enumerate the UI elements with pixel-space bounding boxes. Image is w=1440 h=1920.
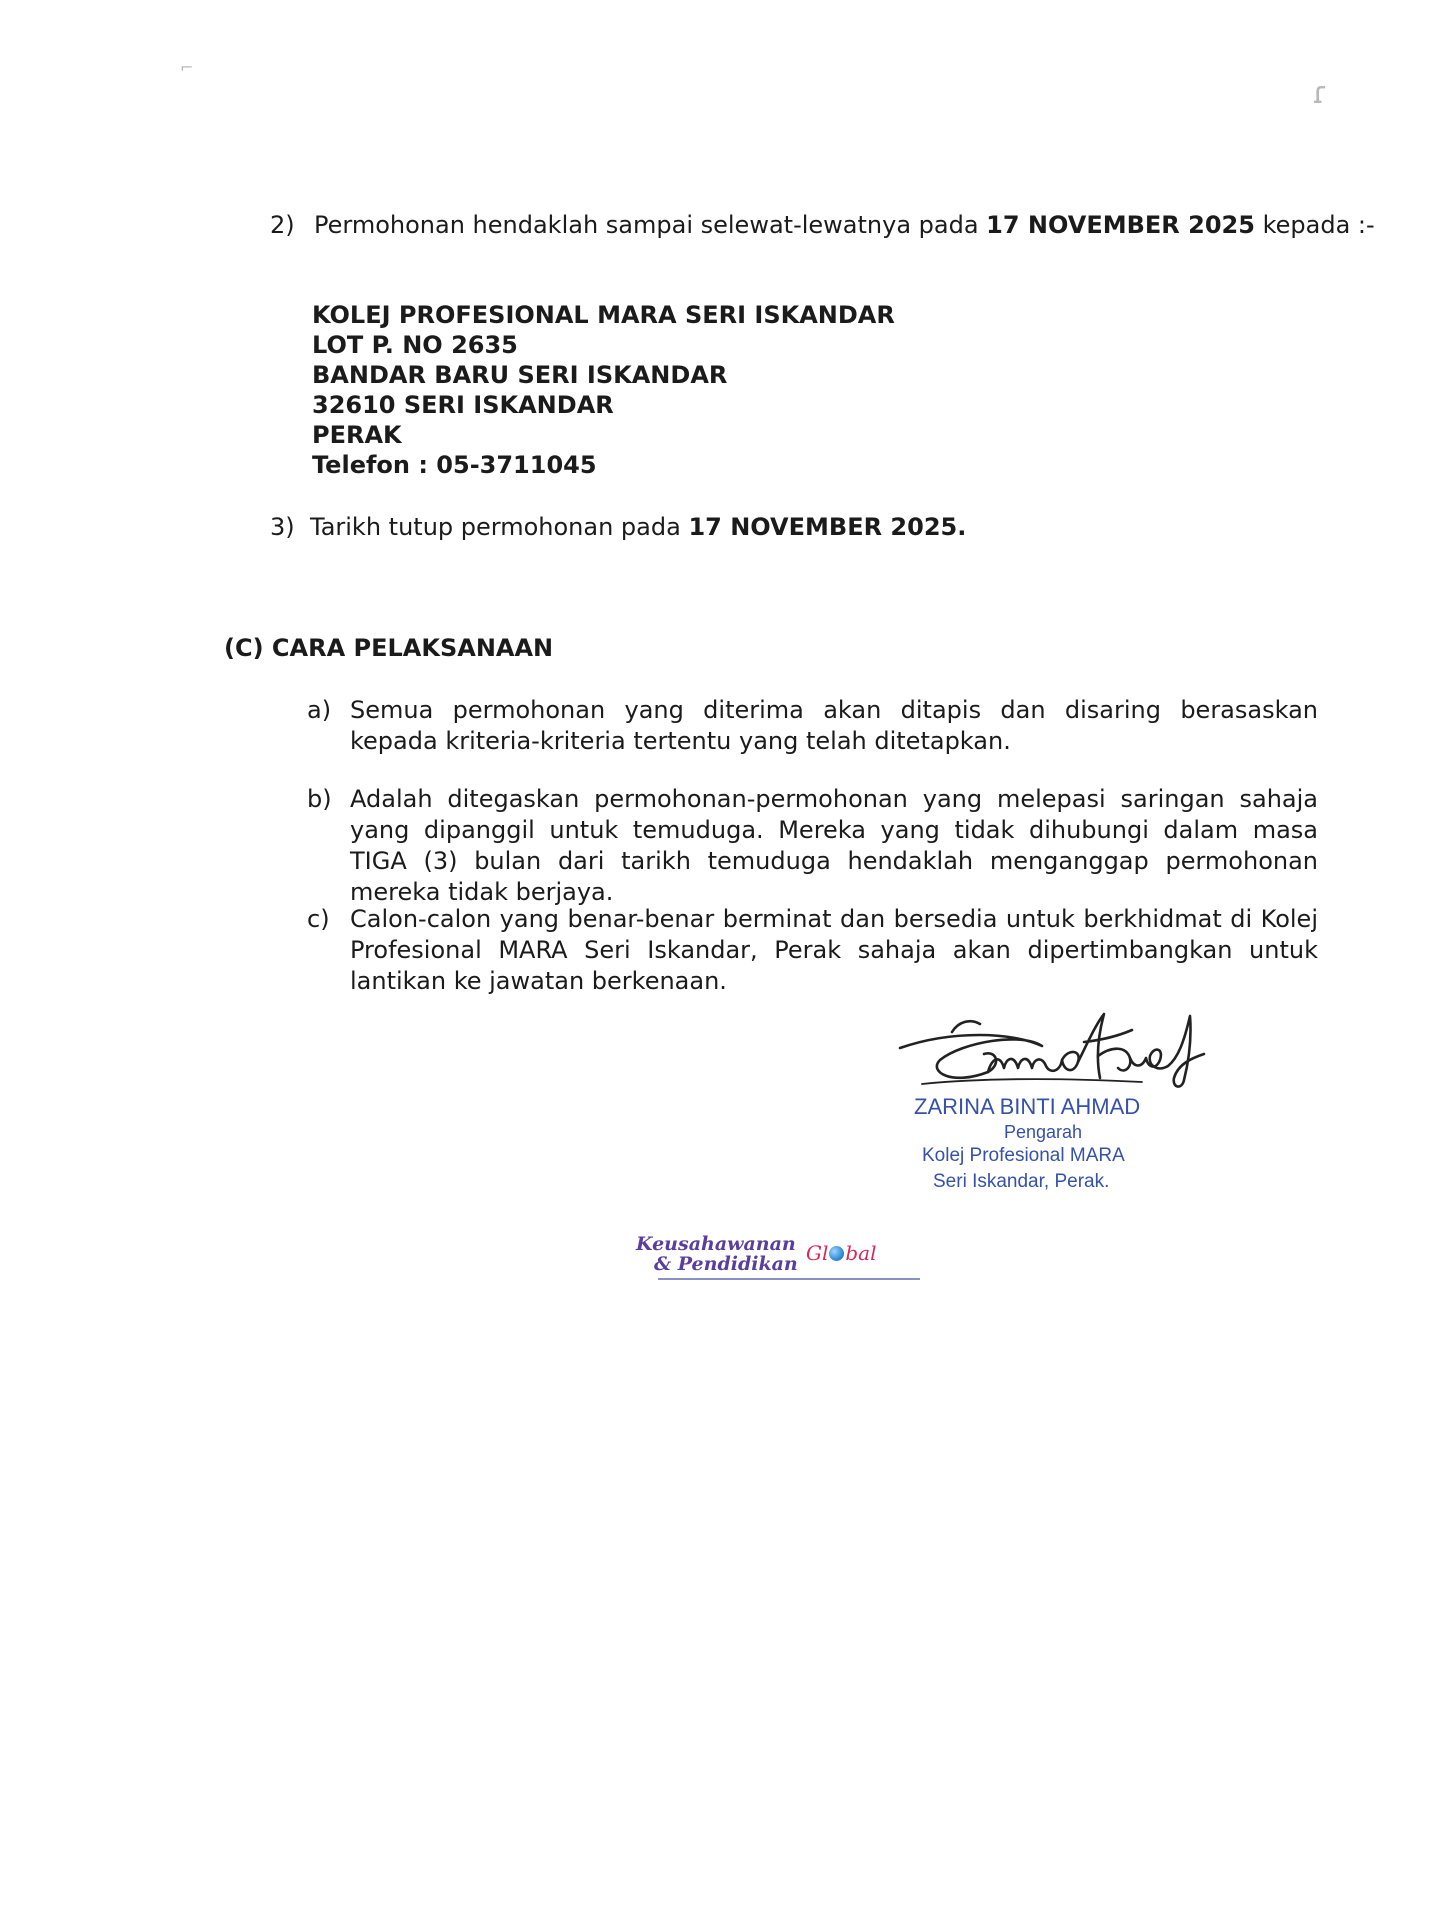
logo-global-word [806, 1241, 877, 1265]
address-line: PERAK [312, 421, 402, 449]
section-c-item-text: Semua permohonan yang diterima akan ditapis dan disaring berasaskan kepada kriteria-kriteria tertentu yang telah ditetapkan. [350, 696, 1318, 755]
logo-line-1: Keusahawanan [636, 1233, 796, 1255]
section-c-item-text: Calon-calon yang benar-benar berminat dan bersedia untuk berkhidmat di Kolej Profesional MARA Seri Iskandar, Perak sahaja akan dipertimbangkan untuk lantikan ke jawatan berkenaan. [350, 905, 1318, 995]
logo-line-2: & Pendidikan [654, 1253, 798, 1275]
section-c-item-text: Adalah ditegaskan permohonan-permohonan yang melepasi saringan sahaja yang dipanggil untuk temuduga. Mereka yang tidak dihubungi dalam masa TIGA (3) bulan dari tarikh temuduga hendaklah menganggap permohonan mereka tidak berjaya. [350, 785, 1318, 906]
item-2-text [314, 210, 1375, 240]
section-c-item-label: b) [307, 785, 332, 813]
signatory-org-line-1: Kolej Profesional MARA [922, 1145, 1125, 1166]
address-line: BANDAR BARU SERI ISKANDAR [312, 361, 728, 389]
scan-mark-top-right: ɾ [1312, 76, 1328, 111]
item-2-number: 2) [270, 211, 295, 239]
logo-underline [658, 1278, 920, 1280]
logo-global-end: bal [845, 1241, 877, 1265]
signatory-name: ZARINA BINTI AHMAD [914, 1094, 1141, 1119]
address-phone: Telefon : 05-3711045 [312, 451, 597, 479]
item-3-text-before: Tarikh tutup permohonan pada [310, 513, 689, 541]
logo-global-start: Gl [806, 1241, 829, 1265]
section-c-heading: (C) CARA PELAKSANAAN [224, 634, 554, 662]
scan-mark-top-left: ⌐ [180, 58, 194, 77]
item-3-date: 17 NOVEMBER 2025. [688, 513, 967, 541]
footer-logo [636, 1233, 936, 1283]
address-line: KOLEJ PROFESIONAL MARA SERI ISKANDAR [312, 301, 895, 329]
item-2-date: 17 NOVEMBER 2025 [986, 211, 1255, 239]
address-line: LOT P. NO 2635 [312, 331, 518, 359]
section-c-item-label: c) [307, 905, 330, 933]
signatory-title: Pengarah [1004, 1122, 1083, 1142]
address-line: 32610 SERI ISKANDAR [312, 391, 614, 419]
section-c-item-label: a) [307, 696, 332, 724]
globe-icon [829, 1246, 844, 1261]
item-2-text-after: kepada :- [1254, 211, 1375, 239]
signatory-org-line-2: Seri Iskandar, Perak. [933, 1171, 1110, 1192]
item-3-text [310, 512, 966, 542]
item-3-number: 3) [270, 513, 295, 541]
item-2-text-before: Permohonan hendaklah sampai selewat-lewatnya pada [314, 211, 987, 239]
